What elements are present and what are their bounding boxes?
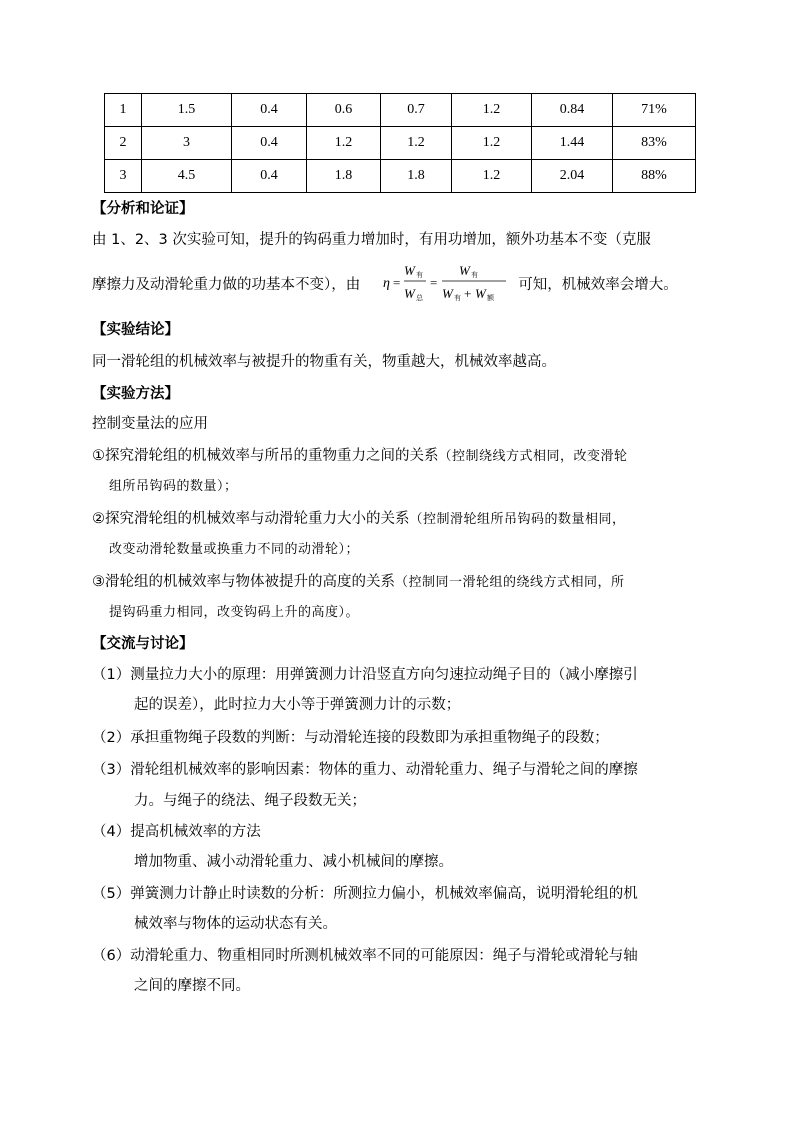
discussion-item: （6）动滑轮重力、物重相同时所测机械效率不同的可能原因：绳子与滑轮或滑轮与轴 (92, 948, 638, 964)
table-cell: 1.44 (532, 127, 613, 160)
formula-equals: = (393, 275, 401, 290)
table-cell: 0.4 (232, 127, 307, 160)
method-item (92, 446, 628, 467)
method-item-note: 组所吊钩码的数量）； (109, 479, 238, 494)
method-intro: 控制变量法的应用 (92, 416, 208, 432)
formula-equals: = (430, 275, 438, 290)
table-cell: 1.2 (452, 160, 532, 193)
method-item-note: （控制同一滑轮组的绕线方式相同，所 (395, 575, 625, 590)
method-item (92, 509, 626, 530)
table-cell: 88% (613, 160, 696, 193)
discussion-item-continuation: 械效率与物体的运动状态有关。 (134, 916, 337, 932)
method-item-note: （控制滑轮组所吊钩码的数量相同， (409, 512, 626, 527)
formula-w: W (475, 286, 486, 301)
formula-eta: η (383, 276, 390, 291)
analysis-text-before-formula: 摩擦力及动滑轮重力做的功基本不变），由 (92, 277, 361, 293)
efficiency-formula (383, 262, 528, 306)
method-item-main: ①探究滑轮组的机械效率与所吊的重物重力之间的关系 (92, 448, 439, 464)
table-cell: 3 (105, 160, 142, 193)
formula-w: W (459, 263, 470, 278)
method-item-note: （控制绕线方式相同，改变滑轮 (438, 449, 628, 464)
table-row (105, 127, 696, 160)
method-item-main: ③滑轮组的机械效率与物体被提升的高度的关系 (92, 574, 395, 590)
formula-w: W (404, 286, 415, 301)
table-cell: 0.6 (307, 94, 381, 127)
formula-plus: + (464, 286, 472, 301)
method-item-note: 提钩码重力相同，改变钩码上升的高度）。 (109, 605, 360, 620)
analysis-heading: 【分析和论证】 (92, 201, 194, 217)
formula-sub-useful: 有 (416, 271, 423, 279)
conclusion-text: 同一滑轮组的机械效率与被提升的物重有关，物重越大，机械效率越高。 (92, 354, 556, 370)
table-row (105, 160, 696, 193)
table-cell: 1.5 (142, 94, 232, 127)
discussion-item: （1）测量拉力大小的原理：用弹簧测力计沿竖直方向匀速拉动绳子目的（减小摩擦引 (92, 667, 638, 683)
formula-sub-extra: 额 (487, 294, 494, 302)
table-cell: 3 (142, 127, 232, 160)
discussion-heading: 【交流与讨论】 (92, 636, 194, 652)
formula-sub-useful: 有 (454, 294, 461, 302)
table-cell: 0.4 (232, 160, 307, 193)
formula-sub-useful: 有 (471, 271, 478, 279)
conclusion-heading: 【实验结论】 (92, 322, 179, 338)
method-heading: 【实验方法】 (92, 386, 179, 402)
analysis-text-line: 由 1、2、3 次实验可知，提升的钩码重力增加时，有用功增加，额外功基本不变（克服 (92, 232, 651, 248)
discussion-item-continuation: 起的误差），此时拉力大小等于弹簧测力计的示数； (134, 697, 461, 713)
experiment-data-table (104, 93, 696, 193)
table-cell: 1.8 (381, 160, 452, 193)
formula-w: W (404, 263, 415, 278)
table-cell: 1.2 (452, 127, 532, 160)
analysis-text-after-formula: 可知，机械效率会增大。 (518, 277, 678, 293)
formula-sub-total: 总 (416, 294, 423, 302)
table-cell: 0.84 (532, 94, 613, 127)
table-cell: 1.2 (452, 94, 532, 127)
table-cell: 2 (105, 127, 142, 160)
table-cell: 71% (613, 94, 696, 127)
table-cell: 4.5 (142, 160, 232, 193)
table-cell: 1 (105, 94, 142, 127)
table-cell: 0.7 (381, 94, 452, 127)
discussion-item: （5）弹簧测力计静止时读数的分析：所测拉力偏小，机械效率偏高，说明滑轮组的机 (92, 886, 638, 902)
discussion-item: （4）提高机械效率的方法 (92, 824, 261, 840)
discussion-item: （2）承担重物绳子段数的判断：与动滑轮连接的段数即为承担重物绳子的段数； (92, 730, 609, 746)
table-cell: 2.04 (532, 160, 613, 193)
formula-w: W (442, 286, 453, 301)
table-cell: 1.2 (381, 127, 452, 160)
table-cell: 0.4 (232, 94, 307, 127)
method-item-main: ②探究滑轮组的机械效率与动滑轮重力大小的关系 (92, 511, 410, 527)
discussion-item: （3）滑轮组机械效率的影响因素：物体的重力、动滑轮重力、绳子与滑轮之间的摩擦 (92, 762, 638, 778)
table-cell: 1.2 (307, 127, 381, 160)
discussion-item-continuation: 增加物重、减小动滑轮重力、减小机械间的摩擦。 (134, 854, 453, 870)
table-row (105, 94, 696, 127)
table-cell: 1.8 (307, 160, 381, 193)
method-item-note: 改变动滑轮数量或换重力不同的动滑轮）； (109, 542, 360, 557)
discussion-item-continuation: 力。与绳子的绕法、绳子段数无关； (134, 793, 366, 809)
table-cell: 83% (613, 127, 696, 160)
method-item (92, 572, 625, 593)
discussion-item-continuation: 之间的摩擦不同。 (134, 978, 250, 994)
